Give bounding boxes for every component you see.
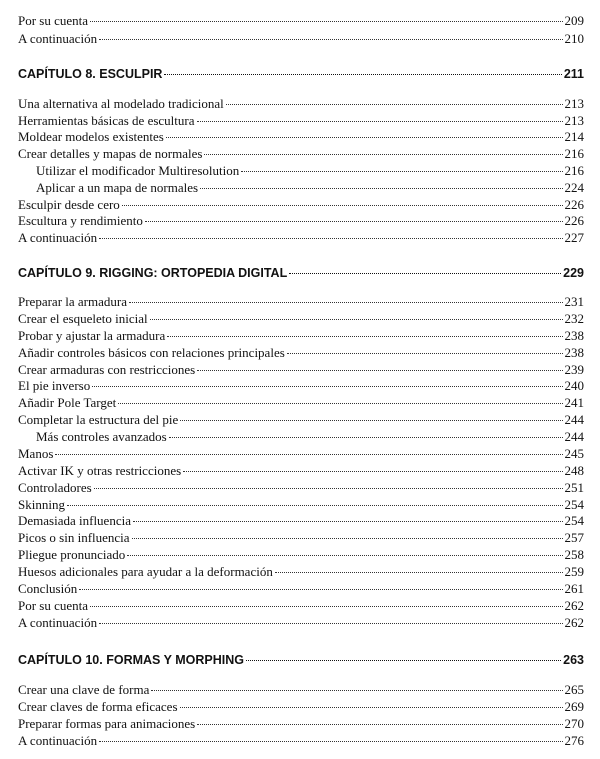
toc-entry [18,311,584,327]
page-number: 240 [564,378,584,393]
toc-entry [18,446,584,462]
page-number: 224 [564,180,584,195]
dot-leader [99,623,562,624]
page-number: 238 [564,345,584,360]
dot-leader [226,104,563,105]
toc-entry-title: Por su cuenta [18,598,89,613]
toc-entry-title: Utilizar el modificador Multiresolution [36,163,240,178]
page-number: 213 [564,96,584,111]
toc-entry [36,180,584,196]
toc-entry [18,564,584,580]
toc-entry-title: A continuación [18,230,98,245]
page-number: 262 [564,615,584,630]
page-number: 262 [564,598,584,613]
toc-entry [18,13,584,29]
chapter-heading [18,265,584,281]
dot-leader [94,488,563,489]
toc-entry [18,197,584,213]
page-number: 241 [564,395,584,410]
page-number: 209 [564,13,584,28]
dot-leader [90,21,562,22]
toc-entry [18,96,584,112]
page-number: 229 [563,266,584,280]
toc-entry [18,345,584,361]
page-number: 248 [564,463,584,478]
dot-leader [197,370,562,371]
dot-leader [246,660,561,661]
toc-entry-title: Skinning [18,497,65,512]
toc-entry-title: Herramientas básicas de escultura [18,113,195,128]
toc-entry [18,682,584,698]
toc-entry [36,429,584,445]
toc-entry [18,146,584,162]
toc-entry [18,31,584,47]
toc-entry-title: CAPÍTULO 10. FORMAS Y MORPHING [18,653,244,667]
chapter-heading [18,652,584,668]
page-number: 261 [564,581,584,596]
toc-entry-title: Añadir controles básicos con relaciones principales [18,345,285,360]
page-number: 226 [564,213,584,228]
toc-entry-title: Completar la estructura del pie [18,412,179,427]
page-number: 227 [564,230,584,245]
page-number: 258 [564,547,584,562]
toc-entry [18,530,584,546]
page-number: 231 [564,294,584,309]
page-number: 270 [564,716,584,731]
toc-entry-title: Escultura y rendimiento [18,213,143,228]
dot-leader [129,302,563,303]
dot-leader [150,319,563,320]
toc-entry-title: Controladores [18,480,92,495]
toc-entry [18,497,584,513]
toc-entry-title: Más controles avanzados [36,429,167,444]
toc-entry-title: Huesos adicionales para ayudar a la deformación [18,564,273,579]
page-number: 244 [564,429,584,444]
toc-entry [18,716,584,732]
toc-entry [18,547,584,563]
page-number: 245 [564,446,584,461]
dot-leader [55,454,562,455]
page-number: 276 [564,733,584,748]
page-number: 251 [564,480,584,495]
toc-entry [18,213,584,229]
page-number: 254 [564,497,584,512]
toc-entry-title: Por su cuenta [18,13,89,28]
page-number: 232 [564,311,584,326]
page-number: 265 [564,682,584,697]
dot-leader [90,606,562,607]
dot-leader [67,505,563,506]
toc-entry-title: CAPÍTULO 8. ESCULPIR [18,67,163,81]
toc-entry-title: Añadir Pole Target [18,395,117,410]
dot-leader [99,39,562,40]
page-number: 269 [564,699,584,714]
toc-entry [18,362,584,378]
toc-entry [18,513,584,529]
dot-leader [287,353,563,354]
toc-entry-title: Activar IK y otras restricciones [18,463,182,478]
page-number: 226 [564,197,584,212]
toc-entry-title: Conclusión [18,581,78,596]
toc-entry-title: A continuación [18,615,98,630]
page-number: 244 [564,412,584,427]
dot-leader [197,121,563,122]
toc-entry-title: Crear claves de forma eficaces [18,699,178,714]
toc-entry [36,163,584,179]
page-number: 239 [564,362,584,377]
toc-entry-title: Crear detalles y mapas de normales [18,146,203,161]
dot-leader [183,471,562,472]
toc-entry-title: Probar y ajustar la armadura [18,328,166,343]
page-number: 214 [564,129,584,144]
dot-leader [204,154,562,155]
toc-entry-title: Crear el esqueleto inicial [18,311,148,326]
page-number: 213 [564,113,584,128]
dot-leader [145,221,563,222]
dot-leader [289,273,561,274]
toc-entry-title: A continuación [18,31,98,46]
dot-leader [180,707,563,708]
toc-entry-title: Preparar formas para animaciones [18,716,196,731]
toc-entry-title: Aplicar a un mapa de normales [36,180,199,195]
toc-entry-title: Manos [18,446,54,461]
page-number: 259 [564,564,584,579]
toc-entry [18,463,584,479]
toc-entry-title: Picos o sin influencia [18,530,130,545]
page-number: 254 [564,513,584,528]
page-number: 257 [564,530,584,545]
toc-entry-title: Una alternativa al modelado tradicional [18,96,224,111]
dot-leader [79,589,562,590]
dot-leader [122,205,563,206]
dot-leader [118,403,562,404]
toc-entry-title: CAPÍTULO 9. RIGGING: ORTOPEDIA DIGITAL [18,266,288,280]
page-number: 238 [564,328,584,343]
page-number: 211 [563,67,584,81]
dot-leader [241,171,562,172]
dot-leader [133,521,563,522]
toc-entry [18,615,584,631]
toc-entry-title: Moldear modelos existentes [18,129,164,144]
dot-leader [99,741,562,742]
toc-entry [18,294,584,310]
toc-entry-title: Crear armaduras con restricciones [18,362,196,377]
toc-entry [18,113,584,129]
page-number: 216 [564,146,584,161]
dot-leader [151,690,562,691]
toc-entry [18,395,584,411]
dot-leader [127,555,562,556]
toc-entry [18,598,584,614]
dot-leader [166,137,563,138]
page-number: 216 [564,163,584,178]
toc-entry-title: A continuación [18,733,98,748]
toc-entry [18,378,584,394]
dot-leader [132,538,563,539]
dot-leader [169,437,563,438]
toc-entry [18,480,584,496]
toc-entry [18,230,584,246]
dot-leader [275,572,563,573]
toc-entry [18,129,584,145]
toc-entry [18,733,584,749]
dot-leader [92,386,562,387]
dot-leader [99,238,562,239]
dot-leader [164,74,561,75]
page-number: 263 [563,653,584,667]
toc-entry-title: El pie inverso [18,378,91,393]
toc-entry [18,328,584,344]
toc-entry-title: Pliegue pronunciado [18,547,126,562]
page-number: 210 [564,31,584,46]
dot-leader [167,336,562,337]
toc-entry-title: Demasiada influencia [18,513,131,528]
dot-leader [180,420,562,421]
toc-entry-title: Crear una clave de forma [18,682,150,697]
dot-leader [200,188,562,189]
dot-leader [197,724,562,725]
toc-entry-title: Esculpir desde cero [18,197,120,212]
toc-entry [18,581,584,597]
toc-entry [18,412,584,428]
chapter-heading [18,66,584,82]
toc-entry [18,699,584,715]
toc-entry-title: Preparar la armadura [18,294,127,309]
